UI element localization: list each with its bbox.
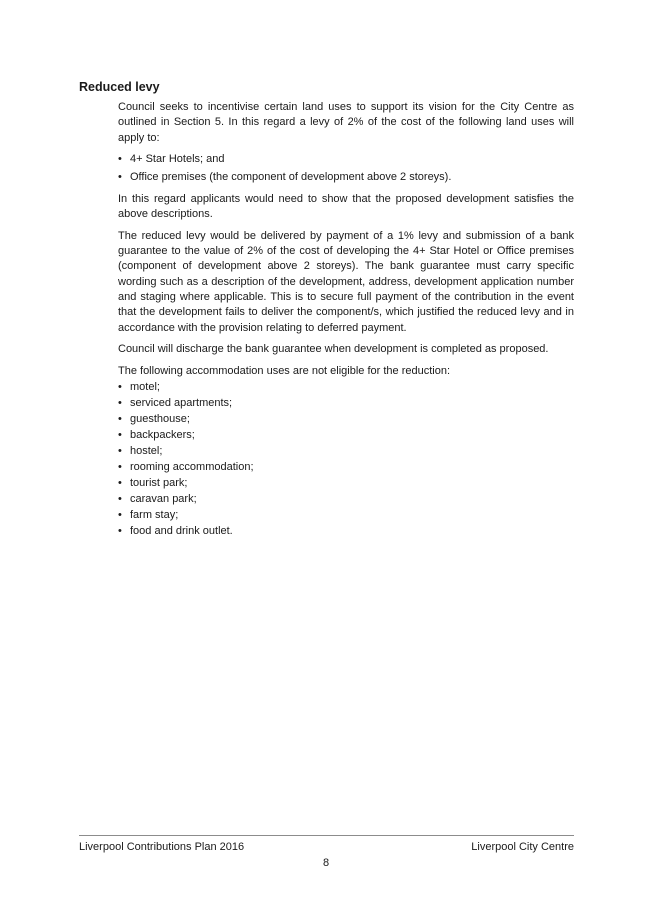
list-item-text: food and drink outlet. — [130, 524, 233, 537]
list-item — [118, 412, 574, 427]
list-item — [118, 476, 574, 491]
paragraph-incentive: Council seeks to incentivise certain land uses to support its vision for the City Centre as outlined in Section 5. In this regard a levy of 2% of the cost of the following land uses will apply to: — [118, 101, 574, 144]
paragraph-applicants: In this regard applicants would need to show that the proposed development satisfies the above descriptions. — [118, 192, 574, 221]
footer-section-title: Liverpool City Centre — [471, 841, 574, 853]
bullet-icon: • — [118, 397, 122, 410]
bullet-icon: • — [118, 381, 122, 394]
bullet-icon: • — [118, 508, 122, 521]
bullet-icon: • — [118, 476, 122, 489]
bullet-icon: • — [118, 170, 122, 183]
list-item-text: farm stay; — [130, 508, 179, 521]
paragraph-bank-guarantee: The reduced levy would be delivered by payment of a 1% levy and submission of a bank guarantee to the value of 2% of the cost of developing the 4+ Star Hotel or Office premises (component of development above 2 storeys). The bank guarantee must carry specific wording such as a description of the development, address, development application number and staging where applicable. This is to secure full payment of the contribution in the event that the development fails to deliver the component/s, which justified the reduced levy and in accordance with the provision relating to deferred payment. — [118, 229, 574, 334]
section-heading: Reduced levy — [79, 80, 160, 94]
list-item — [118, 508, 574, 523]
list-item — [118, 396, 574, 411]
list-item-text: caravan park; — [130, 492, 197, 505]
list-item — [118, 170, 574, 185]
footer-document-title: Liverpool Contributions Plan 2016 — [79, 841, 245, 853]
list-item — [118, 492, 574, 507]
list-item — [118, 380, 574, 395]
bullet-icon: • — [118, 460, 122, 473]
paragraph-not-eligible: The following accommodation uses are not eligible for the reduction: — [118, 365, 451, 378]
list-item — [118, 460, 574, 475]
levy-land-use-list — [118, 152, 574, 185]
bullet-icon: • — [118, 153, 122, 166]
footer-divider — [79, 835, 574, 836]
bullet-icon: • — [118, 492, 122, 505]
page-number: 8 — [322, 857, 330, 869]
ineligible-uses-list — [118, 380, 574, 539]
list-item-text: Office premises (the component of development above 2 storeys). — [130, 170, 452, 183]
section-body — [118, 100, 574, 546]
list-item-text: rooming accommodation; — [130, 460, 254, 473]
list-item — [118, 428, 574, 443]
bullet-icon: • — [118, 444, 122, 457]
list-item — [118, 444, 574, 459]
list-item-text: serviced apartments; — [130, 397, 233, 410]
bullet-icon: • — [118, 429, 122, 441]
list-item-text: backpackers; — [130, 429, 195, 441]
list-item-text: 4+ Star Hotels; and — [130, 153, 225, 166]
bullet-icon: • — [118, 524, 122, 537]
bullet-icon: • — [118, 413, 122, 426]
list-item — [118, 524, 574, 539]
list-item-text: guesthouse; — [130, 413, 190, 426]
list-item-text: hostel; — [130, 444, 163, 457]
paragraph-discharge: Council will discharge the bank guarantee when development is completed as proposed. — [118, 343, 549, 356]
list-item-text: motel; — [130, 381, 160, 394]
list-item-text: tourist park; — [130, 476, 188, 489]
list-item — [118, 152, 574, 167]
